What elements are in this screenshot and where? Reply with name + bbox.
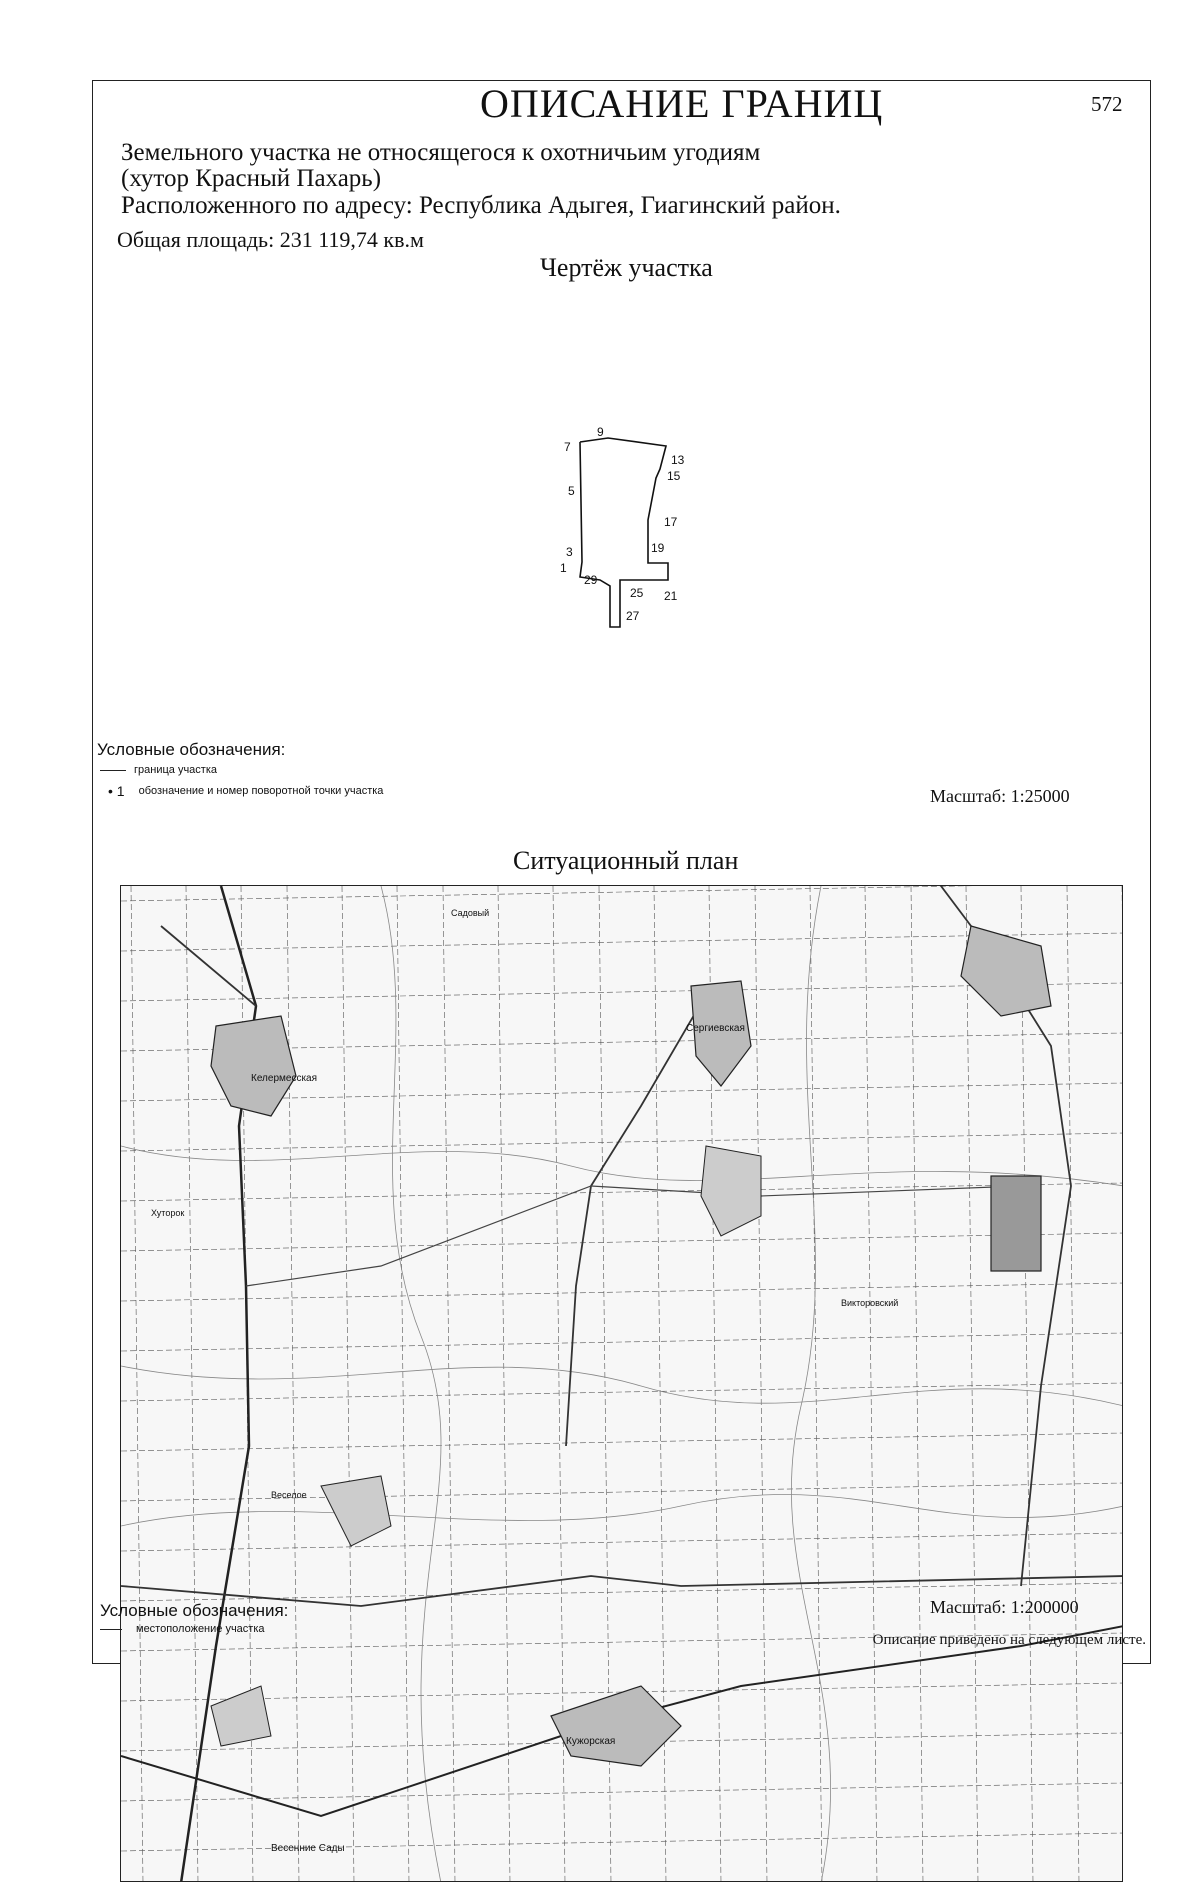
place-label: Келермесская <box>251 1073 318 1084</box>
point-label: 9 <box>597 425 604 439</box>
place-label: Кужорская <box>566 1736 616 1747</box>
point-label: 7 <box>564 440 571 454</box>
header-line-2: (хутор Красный Пахарь) <box>121 165 382 192</box>
map-drawing <box>121 886 1123 1882</box>
point-label: 17 <box>664 515 678 529</box>
place-label: Викторовский <box>841 1298 899 1308</box>
grid-line <box>1122 886 1123 1882</box>
place-label: Весенние Сады <box>271 1843 345 1854</box>
drawing-title: Чертёж участка <box>540 253 713 282</box>
point-marker-symbol: • 1 <box>108 783 125 799</box>
point-label: 13 <box>671 453 685 467</box>
point-label: 1 <box>560 561 567 575</box>
point-label: 19 <box>651 541 665 555</box>
point-label: 21 <box>664 589 678 603</box>
point-label: 3 <box>566 545 573 559</box>
legend2-title: Условные обозначения: <box>100 1601 289 1620</box>
point-label: 25 <box>630 586 644 600</box>
legend-item-location <box>100 1623 265 1635</box>
legend-item-point <box>108 783 383 799</box>
legend-item-label: граница участка <box>134 764 217 776</box>
settlement-area <box>991 1176 1041 1271</box>
drawing-scale: Масштаб: 1:25000 <box>930 786 1070 806</box>
situational-map <box>120 885 1123 1882</box>
point-label: 27 <box>626 609 640 623</box>
legend-item-boundary <box>100 764 217 776</box>
point-label: 29 <box>584 573 598 587</box>
header-line-3: Расположенного по адресу: Республика Адыгея, Гиагинский район. <box>121 192 841 219</box>
place-label: Садовый <box>451 908 490 918</box>
footer-note: Описание приведено на следующем листе. <box>872 1632 1146 1648</box>
plot-boundary <box>580 438 668 627</box>
legend-title: Условные обозначения: <box>97 740 286 759</box>
map-scale: Масштаб: 1:200000 <box>930 1597 1079 1617</box>
point-label: 5 <box>568 484 575 498</box>
page-number: 572 <box>1091 92 1123 116</box>
legend-item-label: местоположение участка <box>136 1623 265 1635</box>
total-area: Общая площадь: 231 119,74 кв.м <box>117 227 424 252</box>
place-label: Сергиевская <box>686 1023 745 1034</box>
header-line-1: Земельного участка не относящегося к охотничьим угодиям <box>121 139 761 166</box>
place-label: Веселое <box>271 1490 307 1500</box>
boundary-line-symbol <box>100 770 126 771</box>
legend-item-label: обозначение и номер поворотной точки участка <box>138 785 384 797</box>
plot-drawing <box>540 420 700 635</box>
situational-plan-title: Ситуационный план <box>513 846 739 875</box>
location-line-symbol <box>100 1629 122 1630</box>
place-label: Хуторок <box>151 1208 185 1218</box>
page-title: ОПИСАНИЕ ГРАНИЦ <box>480 81 884 126</box>
point-label: 15 <box>667 469 681 483</box>
